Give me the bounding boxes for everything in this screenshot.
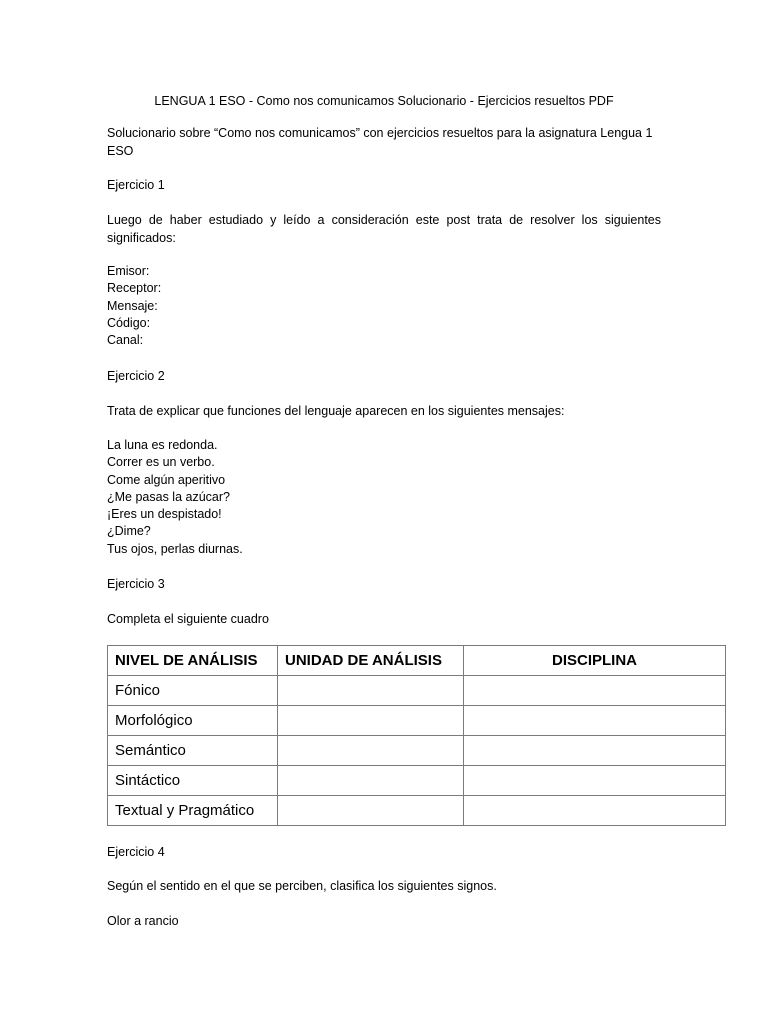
ejercicio-4-heading: Ejercicio 4 [107,845,165,859]
table-row [108,736,726,766]
ejercicio-1-list [107,263,161,349]
list-item-canal: Canal: [107,333,144,348]
ejercicio-1-heading: Ejercicio 1 [107,178,165,192]
list-item-receptor: Receptor: [107,281,162,296]
intro-paragraph: Solucionario sobre “Como nos comunicamos” con ejercicios resueltos para la asignatura Lengua 1 ESO [107,126,653,158]
table-cell-unidad [278,706,464,736]
list-item: ¿Me pasas la azúcar? [107,489,230,504]
table-cell-disciplina [464,766,726,796]
table-cell-nivel: Morfológico [108,706,278,736]
ejercicio-3-heading: Ejercicio 3 [107,577,165,591]
analysis-table [107,645,726,826]
header-unidad: UNIDAD DE ANÁLISIS [278,646,464,676]
table-row [108,796,726,826]
table-cell-unidad [278,676,464,706]
list-item-codigo: Código: [107,315,151,330]
ejercicio-2-heading: Ejercicio 2 [107,369,165,383]
ejercicio-1-text: Luego de haber estudiado y leído a consideración este post trata de resolver los siguientes significados: [107,213,661,245]
table-row [108,766,726,796]
table-cell-nivel: Sintáctico [108,766,278,796]
table-cell-unidad [278,736,464,766]
ejercicio-3-text: Completa el siguiente cuadro [107,612,269,626]
table-cell-unidad [278,766,464,796]
list-item-emisor: Emisor: [107,264,150,278]
table-cell-disciplina [464,676,726,706]
list-item: La luna es redonda. [107,438,218,452]
table-cell-nivel: Fónico [108,676,278,706]
table-cell-disciplina [464,706,726,736]
list-item: ¿Dime? [107,524,151,539]
ejercicio-4-text: Según el sentido en el que se perciben, clasifica los siguientes signos. [107,879,497,893]
table-header-row [108,646,726,676]
document-title: LENGUA 1 ESO - Como nos comunicamos Solucionario - Ejercicios resueltos PDF [154,94,614,108]
table-row [108,706,726,736]
table-cell-unidad [278,796,464,826]
header-nivel: NIVEL DE ANÁLISIS [108,646,278,676]
header-disciplina: DISCIPLINA [464,646,726,676]
table-cell-nivel: Semántico [108,736,278,766]
list-item: ¡Eres un despistado! [107,507,222,522]
table-row [108,676,726,706]
list-item-mensaje: Mensaje: [107,298,158,313]
table-cell-nivel: Textual y Pragmático [108,796,278,826]
table-cell-disciplina [464,796,726,826]
ejercicio-2-list [107,437,243,558]
list-item: Correr es un verbo. [107,455,215,470]
list-item: Come algún aperitivo [107,472,226,487]
list-item: Tus ojos, perlas diurnas. [107,541,243,556]
table-cell-disciplina [464,736,726,766]
ejercicio-2-text: Trata de explicar que funciones del lenguaje aparecen en los siguientes mensajes: [107,404,565,418]
ejercicio-4-first-item: Olor a rancio [107,914,179,928]
